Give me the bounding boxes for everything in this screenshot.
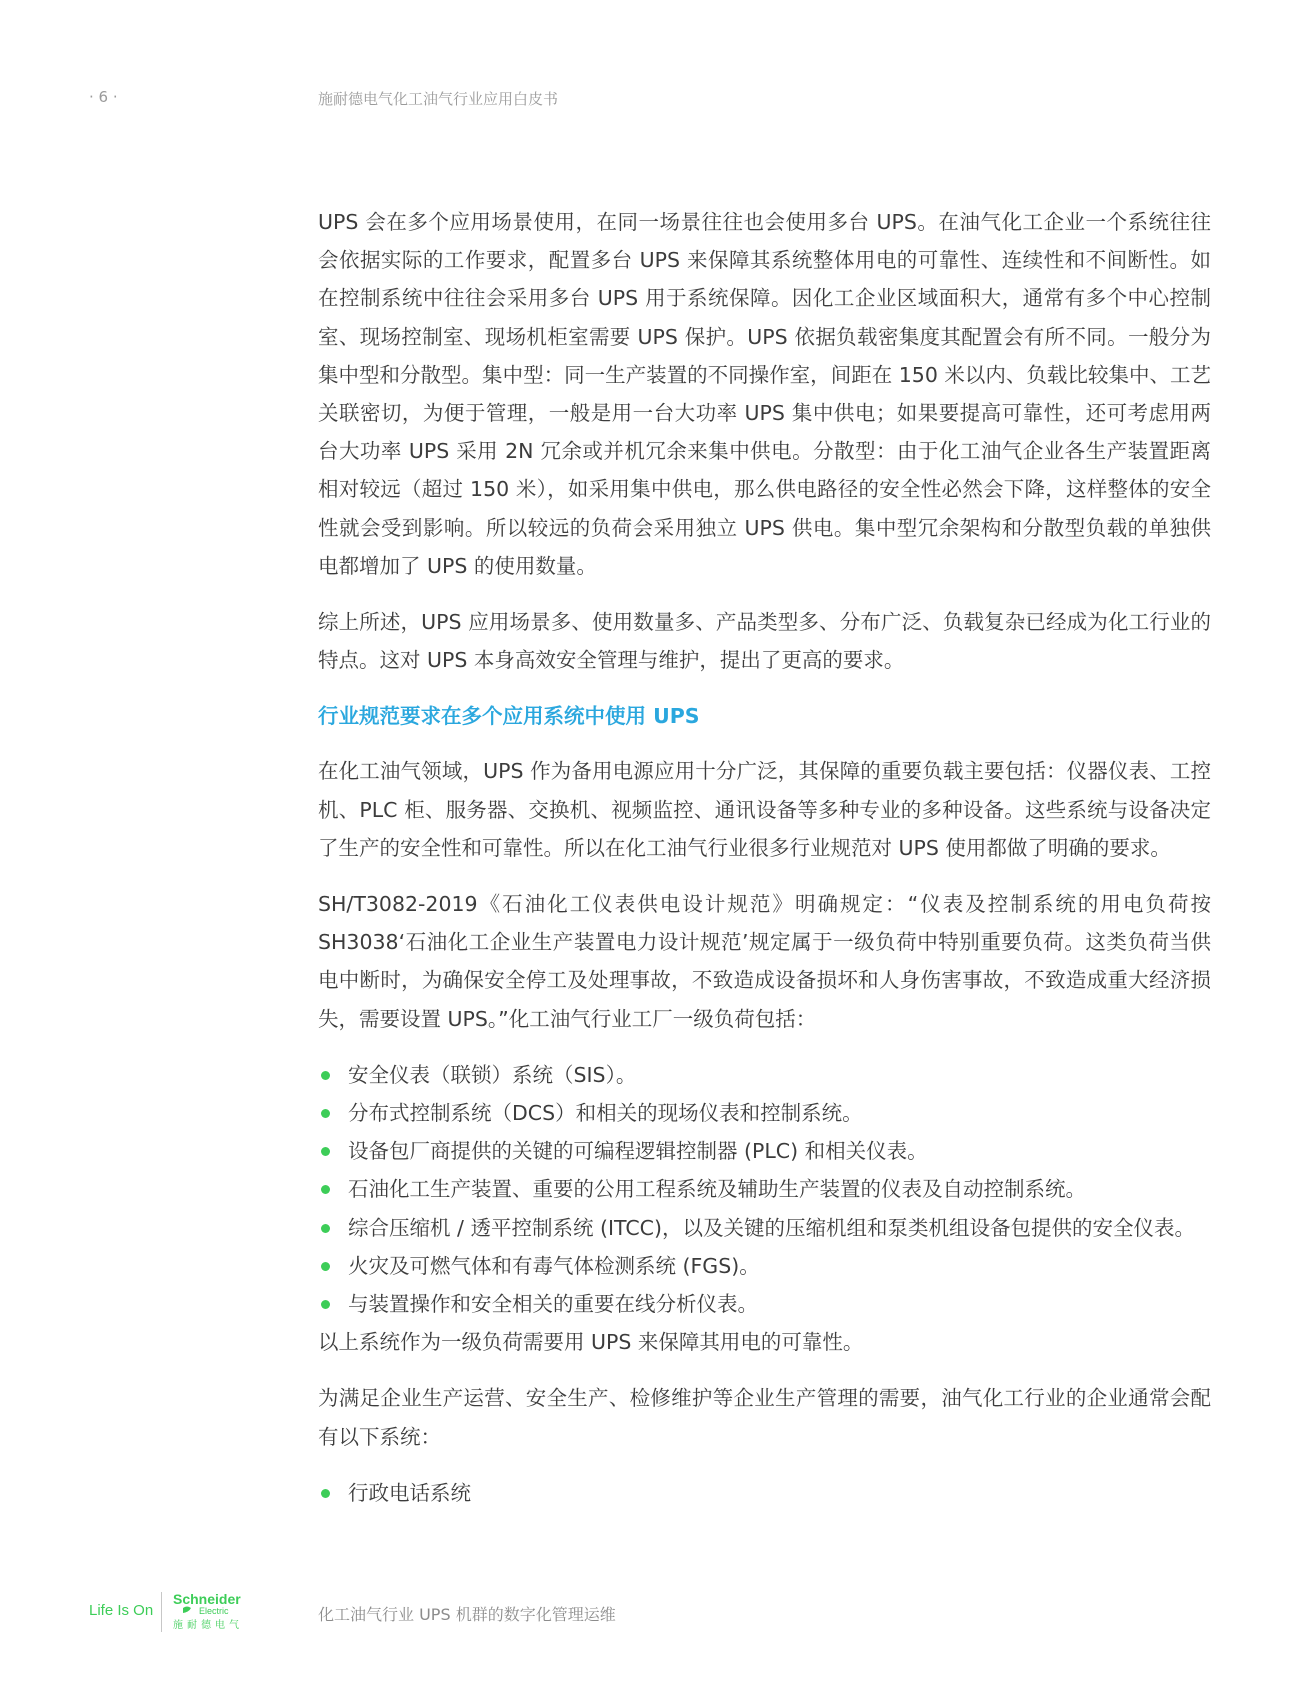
paragraph-standard-quote: SH/T3082-2019《石油化工仪表供电设计规范》明确规定：“仪表及控制系统的用电负荷按 SH3038‘石油化工企业生产装置电力设计规范’规定属于一级负荷中特别重要负荷。这类负荷当供电中断时，为确保安全停工及处理事故，不致造成设备损坏和人身伤害事故，不致造成重大经济损失，需要设置 UPS。”化工油气行业工厂一级负荷包括：	[318, 892, 1211, 1031]
logo-brand-text: Schneider	[173, 1591, 241, 1607]
bullet-dot-icon	[321, 1071, 330, 1080]
list-item: 分布式控制系统（DCS）和相关的现场仪表和控制系统。	[318, 1094, 1211, 1132]
first-level-load-list	[318, 1056, 1211, 1323]
page-number: · 6 ·	[89, 88, 118, 106]
life-is-on-tagline: Life Is On	[89, 1602, 154, 1619]
bullet-dot-icon	[321, 1109, 330, 1118]
paragraph-enterprise-systems: 为满足企业生产运营、安全生产、检修维护等企业生产管理的需要，油气化工行业的企业通常会配有以下系统：	[318, 1386, 1211, 1449]
list-item: 设备包厂商提供的关键的可编程逻辑控制器 (PLC) 和相关仪表。	[318, 1132, 1211, 1170]
list-item: 与装置操作和安全相关的重要在线分析仪表。	[318, 1285, 1211, 1323]
bullet-dot-icon	[321, 1262, 330, 1271]
list-item: 石油化工生产装置、重要的公用工程系统及辅助生产装置的仪表及自动控制系统。	[318, 1170, 1211, 1208]
logo-divider	[161, 1592, 162, 1632]
paragraph-summary: 综上所述，UPS 应用场景多、使用数量多、产品类型多、分布广泛、负载复杂已经成为化工行业的特点。这对 UPS 本身高效安全管理与维护，提出了更高的要求。	[318, 610, 1211, 673]
list-item: 火灾及可燃气体和有毒气体检测系统 (FGS)。	[318, 1247, 1211, 1285]
page-footer	[89, 1590, 1189, 1640]
bullet-dot-icon	[321, 1147, 330, 1156]
paragraph-industry-usage: 在化工油气领域，UPS 作为备用电源应用十分广泛，其保障的重要负载主要包括：仪器仪表、工控机、PLC 柜、服务器、交换机、视频监控、通讯设备等多种专业的多种设备。这些系统与设备决定了生产的安全性和可靠性。所以在化工油气行业很多行业规范对 UPS 使用都做了明确的要求。	[318, 759, 1211, 860]
footer-document-title: 化工油气行业 UPS 机群的数字化管理运维	[318, 1605, 616, 1624]
list-item: 行政电话系统	[318, 1474, 1211, 1512]
main-content	[318, 203, 1211, 1512]
bullet-dot-icon	[321, 1489, 330, 1498]
enterprise-system-list	[318, 1474, 1211, 1512]
bullet-dot-icon	[321, 1224, 330, 1233]
schneider-electric-logo	[173, 1590, 257, 1634]
logo-chinese-text: 施耐德电气	[173, 1620, 243, 1631]
paragraph-list-conclusion: 以上系统作为一级负荷需要用 UPS 来保障其用电的可靠性。	[318, 1330, 864, 1355]
list-item: 综合压缩机 / 透平控制系统 (ITCC)，以及关键的压缩机组和泵类机组设备包提供的安全仪表。	[318, 1209, 1211, 1247]
list-item: 安全仪表（联锁）系统（SIS）。	[318, 1056, 1211, 1094]
page-header	[89, 88, 789, 112]
bullet-dot-icon	[321, 1185, 330, 1194]
section-heading: 行业规范要求在多个应用系统中使用 UPS	[318, 704, 700, 729]
bullet-dot-icon	[321, 1300, 330, 1309]
logo-sub-text: Electric	[199, 1606, 229, 1616]
paragraph-ups-scenarios: UPS 会在多个应用场景使用，在同一场景往往也会使用多台 UPS。在油气化工企业一个系统往往会依据实际的工作要求，配置多台 UPS 来保障其系统整体用电的可靠性、连续性和不间断性。如在控制系统中往往会采用多台 UPS 用于系统保障。因化工企业区域面积大，通常有多个中心控制室、现场控制室、现场机柜室需要 UPS 保护。UPS 依据负载密集度其配置会有所不同。一般分为集中型和分散型。集中型：同一生产装置的不同操作室，间距在 150 米以内、负载比较集中、工艺关联密切，为便于管理，一般是用一台大功率 UPS 集中供电；如果要提高可靠性，还可考虑用两台大功率 UPS 采用 2N 冗余或并机冗余来集中供电。分散型：由于化工油气企业各生产装置距离相对较远（超过 150 米），如采用集中供电，那么供电路径的安全性必然会下降，这样整体的安全性就会受到影响。所以较远的负荷会采用独立 UPS 供电。集中型冗余架构和分散型负载的单独供电都增加了 UPS 的使用数量。	[318, 210, 1211, 578]
document-title: 施耐德电气化工油气行业应用白皮书	[318, 90, 559, 108]
